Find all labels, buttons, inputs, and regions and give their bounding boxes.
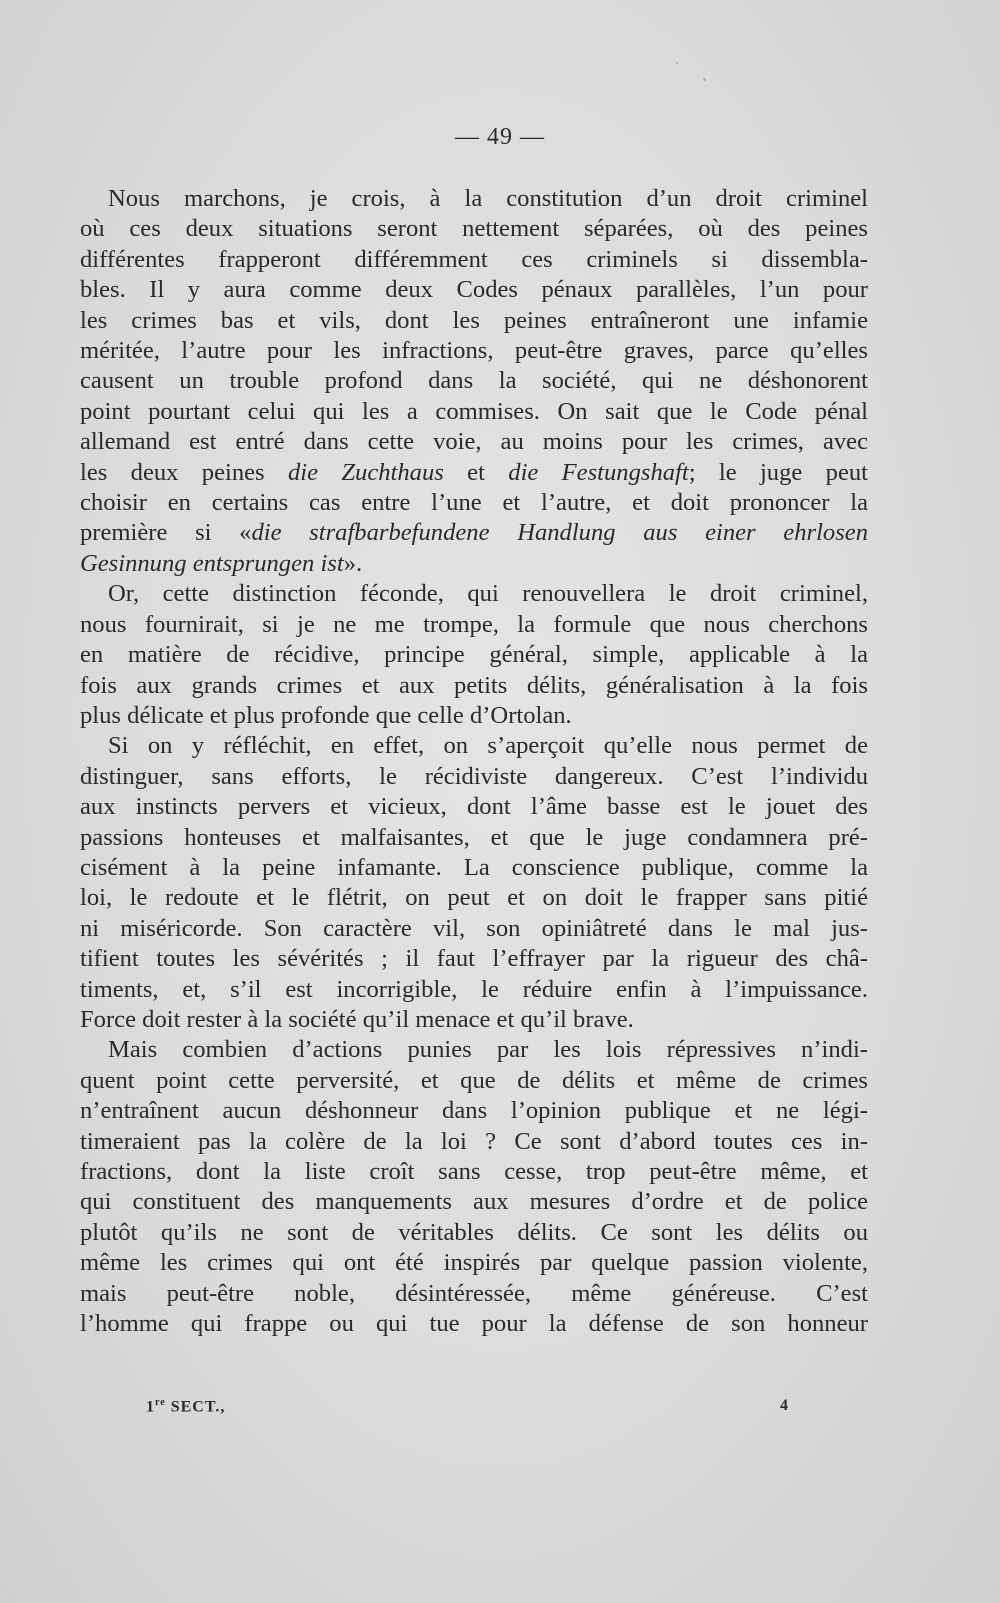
- italic-quote: Gesinnung entsprungen ist: [80, 549, 344, 577]
- text-line: Si on y réfléchit, en effet, on s’aperçoit qu’elle nous permet de: [108, 732, 868, 760]
- text-line: mais peut-être noble, désintéressée, même généreuse. C’est: [80, 1279, 868, 1307]
- paragraph-4: [80, 1035, 868, 1339]
- text-run: première si «: [80, 519, 252, 547]
- page-number: — 49 —: [455, 124, 545, 150]
- italic-term: die Zuchthaus: [287, 458, 444, 486]
- text-line: qui constituent des manquements aux mesures d’ordre et de police: [80, 1188, 868, 1216]
- body-text: [80, 184, 868, 1339]
- text-line: plutôt qu’ils ne sont de véritables délits. Ce sont les délits ou: [80, 1218, 868, 1246]
- text-line: distinguer, sans efforts, le récidiviste dangereux. C’est l’individu: [80, 762, 868, 790]
- text-line: même les crimes qui ont été inspirés par quelque passion violente,: [80, 1249, 868, 1277]
- text-line: Mais combien d’actions punies par les lois répressives n’indi-: [108, 1036, 868, 1064]
- text-line: n’entraînent aucun déshonneur dans l’opinion publique et ne légi-: [80, 1097, 868, 1125]
- text-line: fractions, dont la liste croît sans cesse, trop peut-être même, et: [80, 1158, 868, 1185]
- text-line: nous fournirait, si je ne me trompe, la formule que nous cherchons: [80, 610, 868, 638]
- text-line: Or, cette distinction féconde, qui renouvellera le droit criminel,: [108, 580, 868, 608]
- text-line: aux instincts pervers et vicieux, dont l’âme basse est le jouet des: [80, 793, 868, 821]
- text-line: timents, et, s’il est incorrigible, le réduire enfin à l’impuissance.: [80, 975, 868, 1003]
- italic-quote: die strafbarbefundene Handlung aus einer ehrlosen: [251, 519, 868, 547]
- text-line: l’homme qui frappe ou qui tue pour la défense de son honneur: [80, 1310, 868, 1338]
- text-line: cisément à la peine infamante. La conscience publique, comme la: [80, 853, 868, 881]
- text-line: causent un trouble profond dans la société, qui ne déshonorent: [80, 367, 868, 395]
- text-line: [80, 518, 868, 548]
- text-line: plus délicate et plus profonde que celle d’Ortolan.: [80, 701, 572, 729]
- text-run: ».: [343, 549, 363, 577]
- text-line: méritée, l’autre pour les infractions, peut-être graves, parce qu’elles: [80, 337, 868, 365]
- text-line: [80, 458, 868, 488]
- paper-speck: [703, 78, 706, 81]
- text-line: choisir en certains cas entre l’une et l’autre, et doit prononcer la: [80, 489, 868, 517]
- italic-term: die Festungshaft: [508, 458, 689, 486]
- text-line: loi, le redoute et le flétrit, on peut et on doit le frapper sans pitié: [80, 884, 868, 912]
- text-line: Force doit rester à la société qu’il menace et qu’il brave.: [80, 1005, 634, 1033]
- text-line: fois aux grands crimes et aux petits délits, généralisation à la fois: [80, 671, 868, 699]
- text-line: tifient toutes les sévérités ; il faut l’effrayer par la rigueur des châ-: [80, 945, 868, 973]
- text-line: [80, 549, 868, 579]
- text-line: Nous marchons, je crois, à la constitution d’un droit criminel: [108, 185, 868, 212]
- paragraph-1: [80, 184, 868, 579]
- text-run: les deux peines: [80, 458, 288, 486]
- text-line: quent point cette perversité, et que de délits et même de crimes: [80, 1066, 868, 1094]
- paper-speck: [676, 62, 678, 64]
- sheet-number: 4: [780, 1397, 789, 1414]
- text-line: bles. Il y aura comme deux Codes pénaux parallèles, l’un pour: [80, 276, 868, 304]
- text-run: ; le juge peut: [688, 458, 868, 486]
- text-line: allemand est entré dans cette voie, au moins pour les crimes, avec: [80, 428, 868, 456]
- paragraph-2: [80, 579, 868, 731]
- text-line: point pourtant celui qui les a commises. On sait que le Code pénal: [80, 397, 868, 425]
- text-line: timeraient pas la colère de la loi ? Ce sont d’abord toutes ces in-: [80, 1127, 868, 1155]
- text-line: où ces deux situations seront nettement séparées, où des peines: [80, 215, 868, 243]
- text-line: les crimes bas et vils, dont les peines entraîneront une infamie: [80, 306, 868, 334]
- text-run: et: [443, 458, 509, 486]
- text-line: en matière de récidive, principe général, simple, applicable à la: [80, 641, 868, 669]
- text-line: ni miséricorde. Son caractère vil, son opiniâtreté dans le mal jus-: [80, 914, 868, 942]
- text-line: passions honteuses et malfaisantes, et que le juge condamnera pré-: [80, 823, 868, 851]
- paragraph-3: [80, 731, 868, 1035]
- text-line: différentes frapperont différemment ces criminels si dissembla-: [80, 245, 868, 273]
- signature-mark: 1re SECT.,: [146, 1397, 226, 1416]
